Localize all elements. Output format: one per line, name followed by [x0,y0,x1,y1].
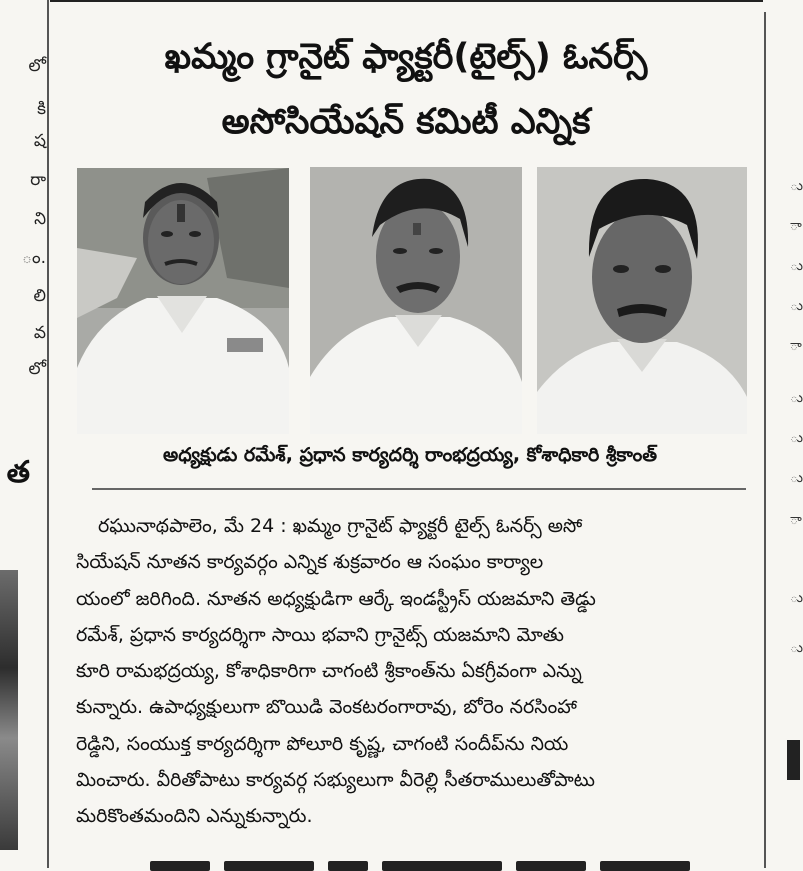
headline-line-2: అసోసియేషన్ కమిటీ ఎన్నిక [221,102,591,142]
photo-treasurer [537,167,747,434]
portrait-illustration [537,167,747,434]
left-photo-fragment [0,570,18,850]
right-fragment: ా [790,338,802,354]
photo-caption: అధ్యక్షుడు రమేశ్, ప్రధాన కార్యదర్శి రాంభద్రయ్య, కోశాధికారి శ్రీకాంత్ [163,444,657,466]
right-fragment: ు [790,470,803,486]
right-bold-fragment [787,740,800,780]
left-fragment: ష [33,131,46,151]
article-body [76,508,752,835]
portrait-illustration [77,168,289,434]
caption-separator [92,488,746,490]
left-fragment: లో [28,359,46,379]
right-fragment: ు [790,430,803,446]
body-line: మించారు. వీరితోపాటు కార్యవర్గ సభ్యులుగా వీరెల్లి సీతరాములుతోపాటు [76,769,595,792]
body-line: యంలో జరిగింది. నూతన అధ్యక్షుడిగా ఆర్కే ఇండస్ట్రీస్ యజమాని తెడ్డు [76,587,596,610]
right-fragment: ు [790,258,803,274]
right-fragment: ు [790,640,803,656]
left-fragment: రా [30,170,46,190]
body-line: రెడ్డిని, సంయుక్త కార్యదర్శిగా పోలూరి కృష్ణ, చాగంటి సందీప్‌ను నియ [76,732,569,755]
body-line: కూరి రామభద్రయ్య, కోశాధికారిగా చాగంటి శ్రీకాంత్‌ను ఏకగ్రీవంగా ఎన్ను [76,660,582,683]
photo-general-secretary [310,167,522,434]
photo-president [77,168,289,434]
right-fragment: ు [790,590,803,606]
right-fragment: ు [790,298,803,314]
left-column-rule [47,0,49,868]
portrait-illustration [310,167,522,434]
right-fragment: ు [790,390,803,406]
left-fragment: లో [28,56,46,76]
left-bold-fragment: త [6,455,30,490]
left-fragment: వ [33,323,46,343]
left-fragment: ని [34,209,46,229]
right-fragment: ు [790,178,803,194]
next-headline-fragment [150,852,750,868]
body-line: రఘునాథపాలెం, మే 24 : ఖమ్మం గ్రానైట్ ఫ్యాక్టరీ టైల్స్ ఓనర్స్ అసో [98,515,583,537]
body-line: సియేషన్ నూతన కార్యవర్గం ఎన్నిక శుక్రవారం ఆ సంఘం కార్యాల [76,551,544,574]
right-column-rule [764,12,766,868]
left-fragment: ం. [22,248,46,268]
headline-line-1: ఖమ్మం గ్రానైట్ ఫ్యాక్టరీ(టైల్స్) ఓనర్స్ [164,37,648,77]
right-fragment: ా [790,512,802,528]
top-rule [50,0,763,2]
left-fragment: లి [33,286,46,306]
right-fragment: ా [790,218,802,234]
body-line: రమేశ్, ప్రధాన కార్యదర్శిగా సాయి భవాని గ్రానైట్స్ యజమాని మోతు [76,623,564,646]
body-line: కున్నారు. ఉపాధ్యక్షులుగా బొయిడి వెంకటరంగారావు, బోరెం నరసింహా [76,696,577,719]
left-fragment: కి [37,99,46,119]
body-line: మరికొంతమందిని ఎన్నుకున్నారు. [76,805,313,828]
